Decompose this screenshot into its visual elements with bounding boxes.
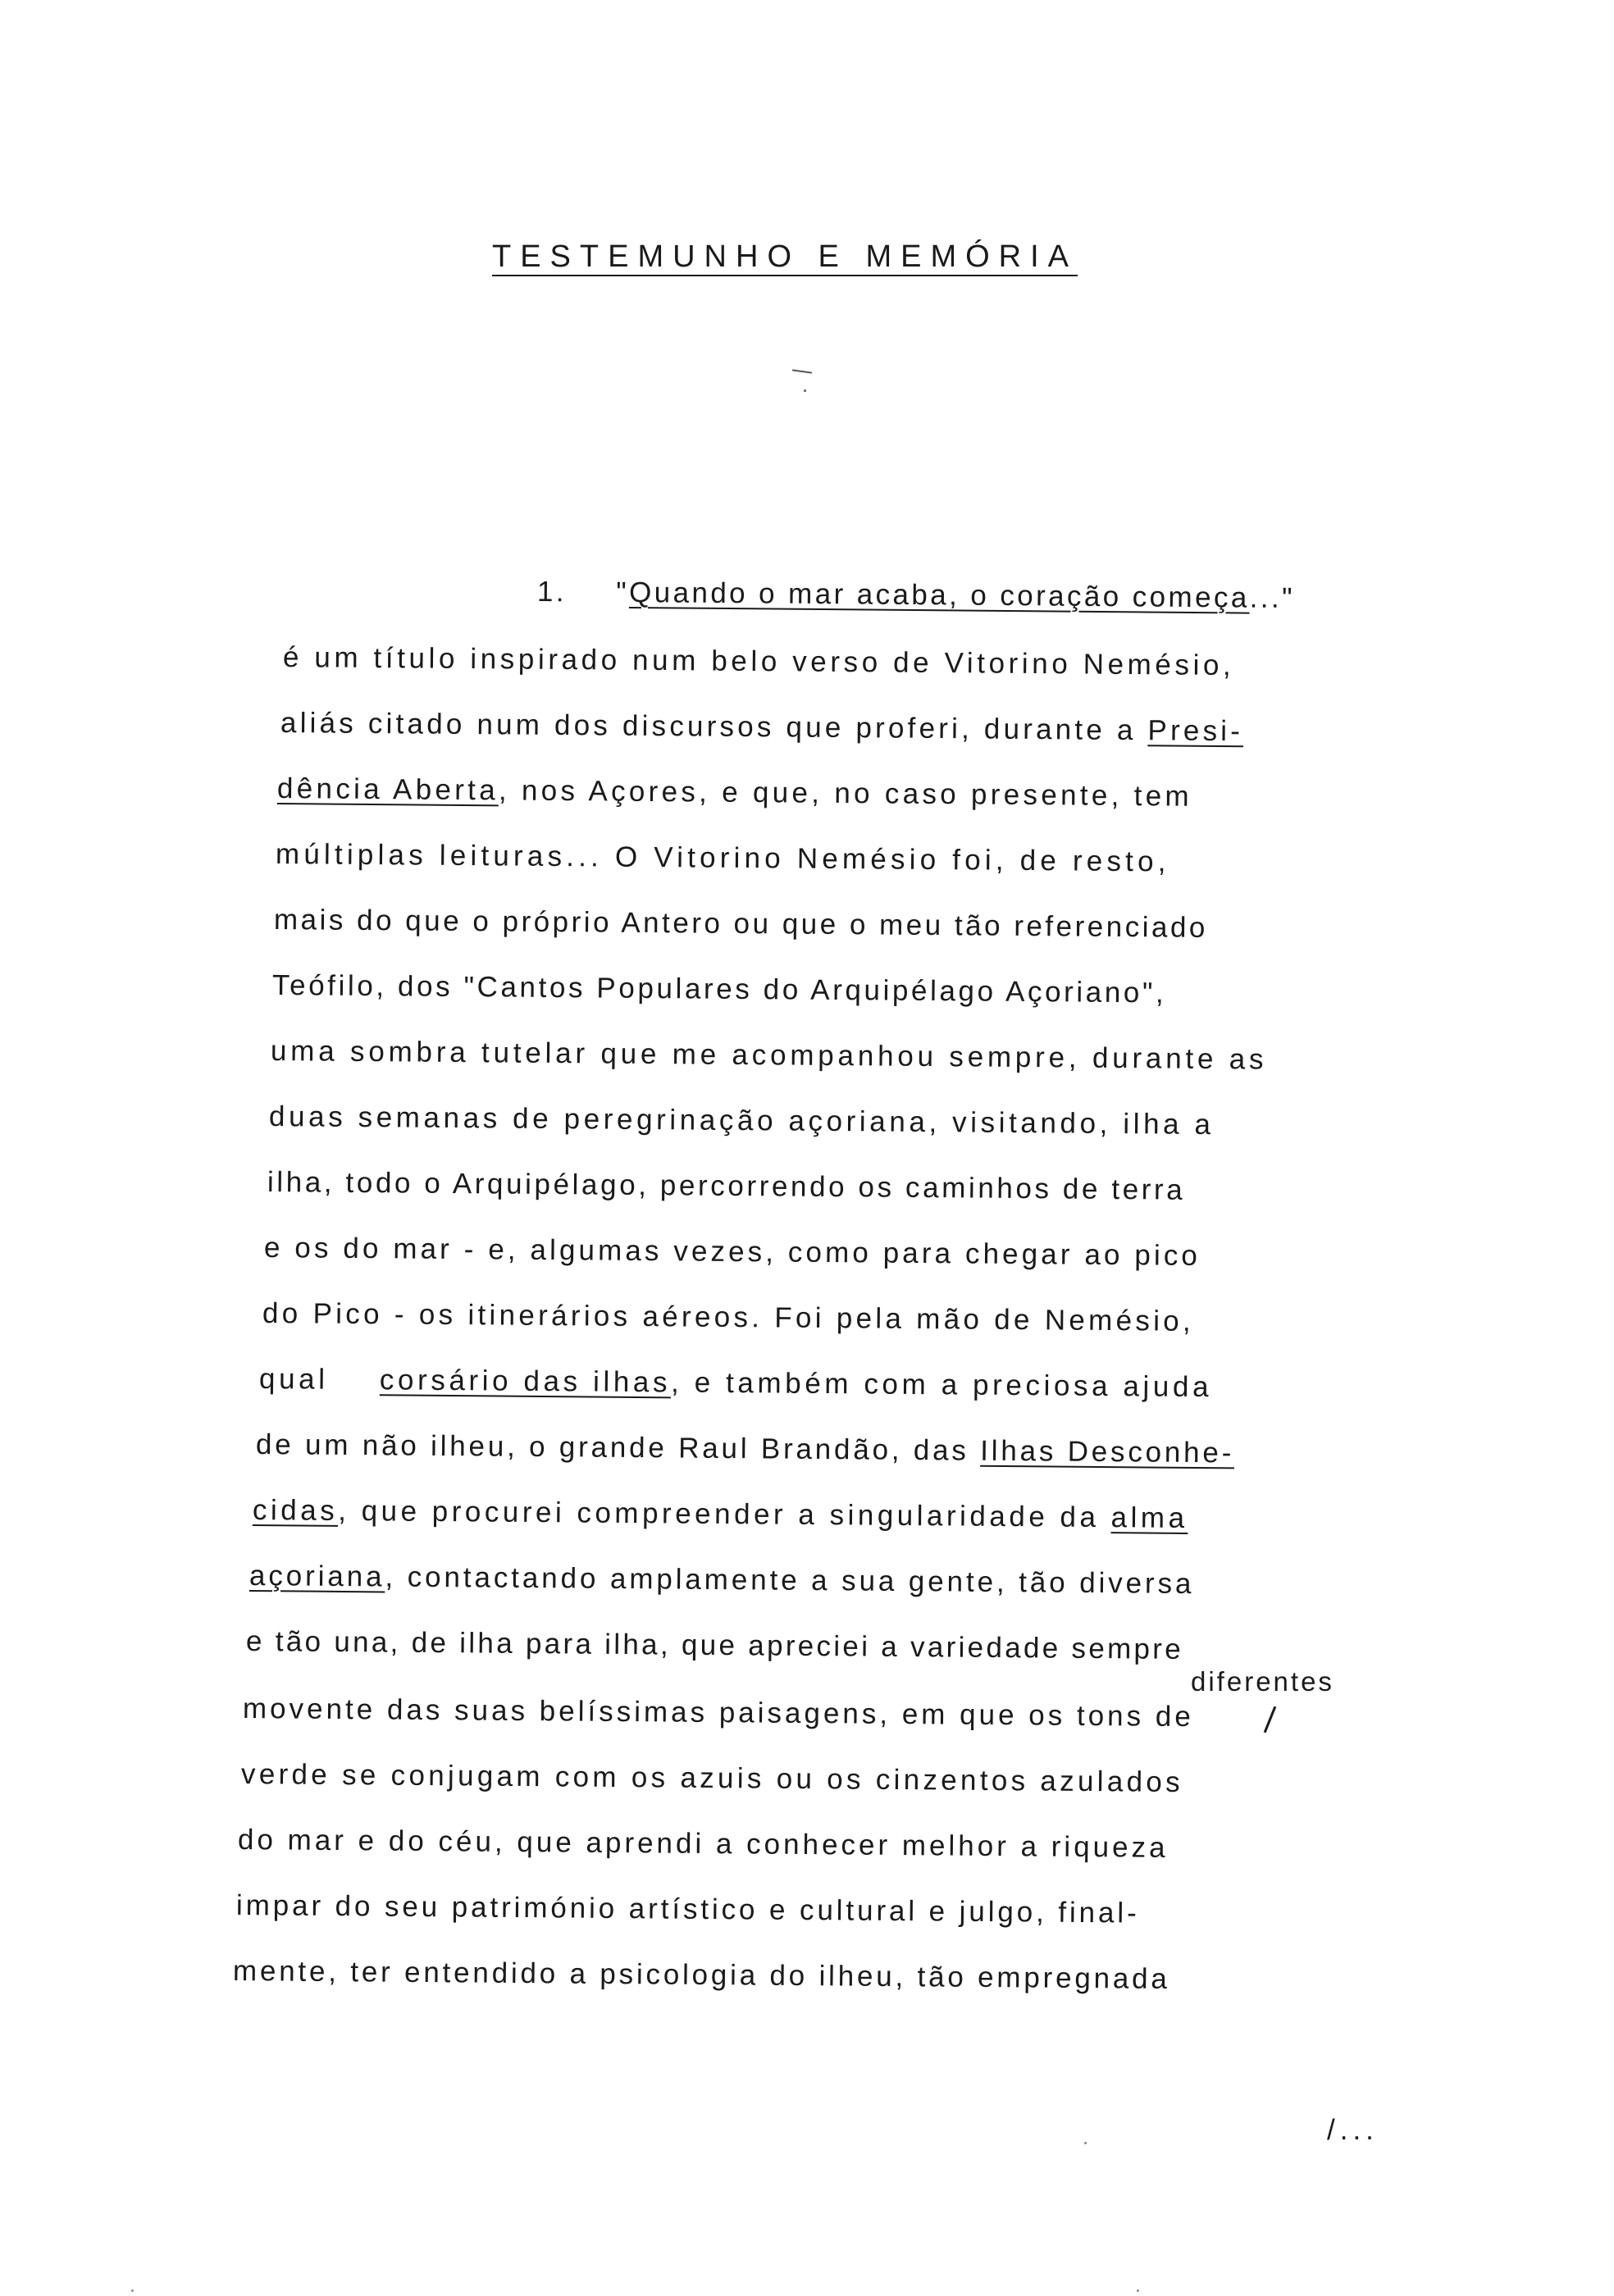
- text-line-11: [264, 1232, 1201, 1273]
- line-7-text: Teófilo, dos "Cantos Populares do Arquipélago Açoriano",: [271, 969, 1167, 1009]
- text-line-18: [243, 1692, 1194, 1733]
- text-line-22: [233, 1955, 1170, 1996]
- line-20-text: do mar e do céu, que aprendi a conhecer melhor a riqueza: [237, 1824, 1169, 1864]
- quoted-title: Quando o mar acaba, o coração começa: [628, 576, 1250, 614]
- scan-speck: [1137, 2289, 1139, 2292]
- text-line-19: [241, 1758, 1183, 1799]
- presidencia-aberta-part1: Presi-: [1147, 714, 1244, 748]
- line-13-text-c: , e também com a preciosa ajuda: [670, 1366, 1213, 1404]
- insert-caret: [1264, 1706, 1277, 1733]
- presidencia-aberta-part2: dência Aberta: [276, 772, 499, 807]
- paragraph-number: 1.: [536, 576, 568, 608]
- scan-speck: [131, 2289, 134, 2292]
- line-10-text: ilha, todo o Arquipélago, percorrendo os caminhos de terra: [267, 1166, 1186, 1206]
- line-1-segment-c: ...": [1249, 581, 1296, 615]
- text-line-17: [246, 1625, 1183, 1666]
- line-6-text: mais do que o próprio Antero ou que o meu tão referenciado: [273, 904, 1209, 944]
- line-22-text: mente, ter entendido a psicologia do ilheu, tão empregnada: [232, 1955, 1170, 1995]
- ilhas-desconhecidas-part2: cidas: [252, 1494, 339, 1527]
- line-19-text: verde se conjugam com os azuis ou os cinzentos azulados: [240, 1758, 1184, 1799]
- text-line-4: [277, 772, 1192, 813]
- text-line-2: [283, 641, 1235, 682]
- line-8-text: uma sombra tutelar que me acompanhou sempre, durante as: [270, 1035, 1268, 1076]
- text-line-5: [276, 838, 1170, 879]
- continuation-mark: /...: [1327, 2114, 1379, 2146]
- text-line-21: [236, 1889, 1140, 1930]
- line-5-text: múltiplas leituras... O Vitorino Nemésio foi, de resto,: [275, 838, 1170, 878]
- alma-part1: alma: [1110, 1501, 1188, 1534]
- line-11-text: e os do mar - e, algumas vezes, como para chegar ao pico: [263, 1232, 1201, 1272]
- line-3-text: aliás citado num dos discursos que proferi, durante a: [280, 707, 1148, 747]
- alma-acoriana-part2: açoriana: [248, 1560, 385, 1593]
- text-line-7: [272, 969, 1167, 1010]
- text-line-13: [259, 1363, 1212, 1404]
- line-2-text: é um título inspirado num belo verso de Vitorino Nemésio,: [282, 641, 1235, 682]
- text-line-12: [262, 1297, 1194, 1338]
- stray-speck: [804, 390, 806, 392]
- text-line-15: [253, 1494, 1188, 1535]
- line-14-text: de um não ilheu, o grande Raul Brandão, das: [255, 1428, 981, 1467]
- ilhas-desconhecidas-part1: Ilhas Desconhe-: [980, 1434, 1235, 1469]
- text-line-14: [256, 1428, 1234, 1469]
- text-line-8: [271, 1035, 1268, 1077]
- text-line-6: [274, 904, 1208, 945]
- scan-speck: [1084, 2142, 1087, 2144]
- line-15-text: , que procurei compreender a singularidade da: [338, 1494, 1111, 1534]
- text-line-10: [267, 1166, 1186, 1207]
- text-line-3: [280, 707, 1243, 748]
- line-18-text: movente das suas belíssimas paisagens, em que os tons de: [242, 1692, 1194, 1733]
- document-title: TESTEMUNHO E MEMÓRIA: [492, 239, 1078, 274]
- line-9-text: duas semanas de peregrinação açoriana, visitando, ilha a: [268, 1100, 1215, 1141]
- handwritten-insert: diferentes: [1191, 1666, 1334, 1697]
- line-16-text: , contactando amplamente a sua gente, tão diversa: [385, 1560, 1195, 1601]
- corsario-das-ilhas: corsário das ilhas: [379, 1364, 672, 1399]
- line-12-text: do Pico - os itinerários aéreos. Foi pela mão de Nemésio,: [262, 1297, 1195, 1337]
- line-1-segment-a: ": [616, 576, 630, 608]
- line-13-text-a: qual: [258, 1363, 341, 1396]
- line-4-text: , nos Açores, e que, no caso presente, tem: [498, 774, 1193, 813]
- text-line-20: [238, 1824, 1169, 1865]
- text-line-1: [537, 576, 1295, 615]
- text-line-9: [269, 1100, 1215, 1141]
- text-line-16: [249, 1560, 1195, 1601]
- line-17-text: e tão una, de ilha para ilha, que apreciei a variedade sempre: [245, 1625, 1184, 1665]
- line-21-text: impar do seu património artístico e cultural e julgo, final-: [235, 1889, 1140, 1929]
- stray-mark: [792, 369, 812, 373]
